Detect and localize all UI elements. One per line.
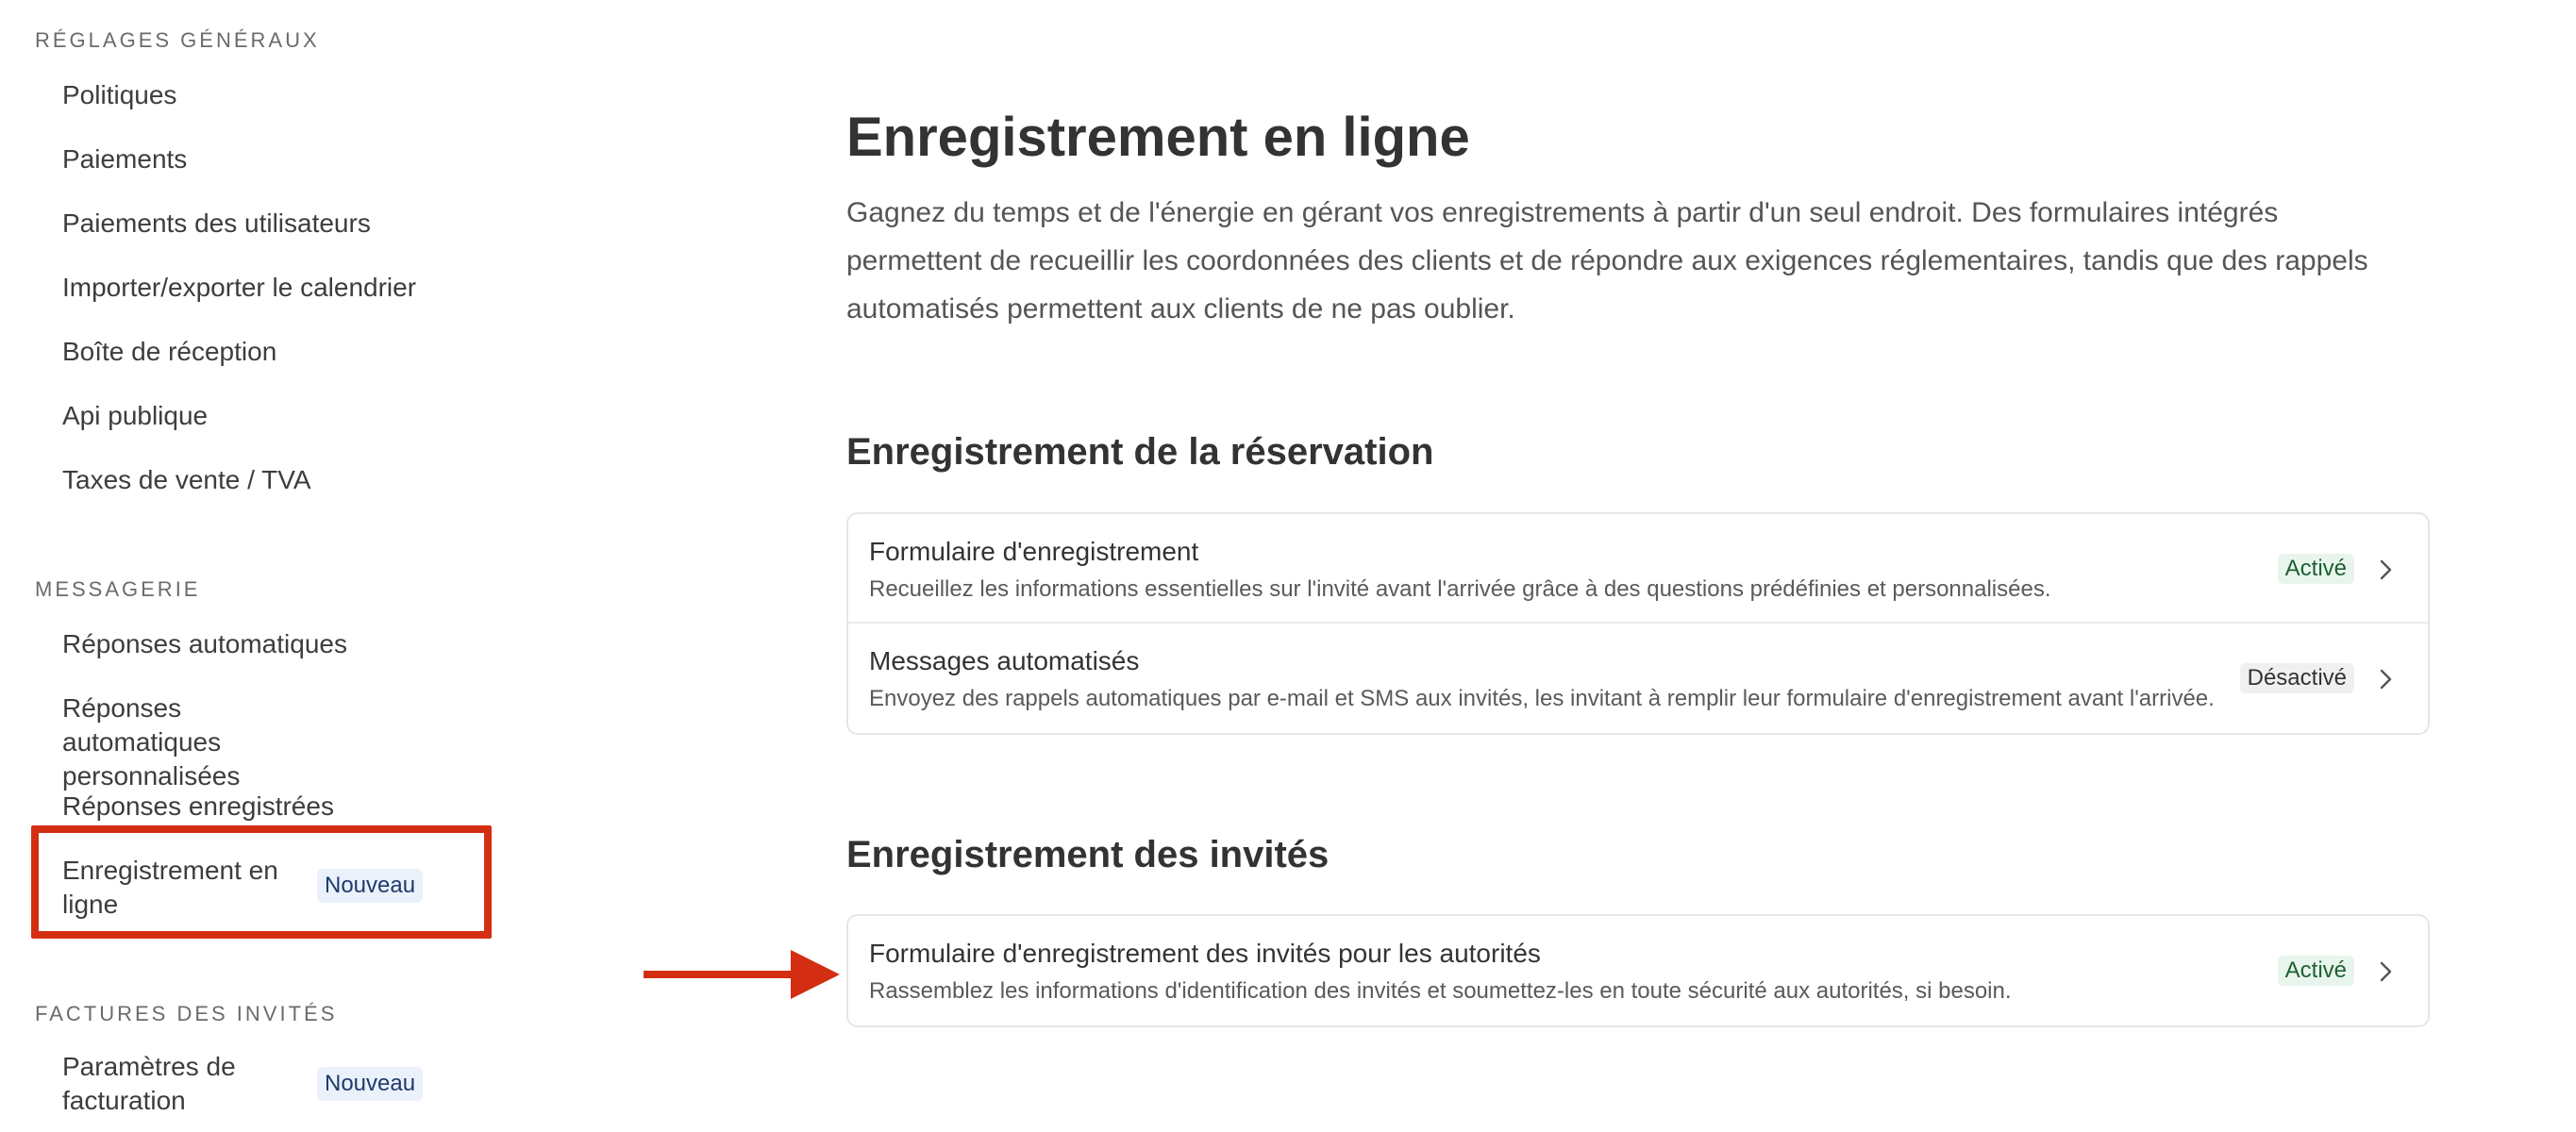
settings-sidebar <box>0 0 528 1132</box>
sidebar-item-saved-replies[interactable]: Réponses enregistrées <box>62 791 334 821</box>
reservation-settings-card <box>846 512 2430 735</box>
setting-row-checkin-form[interactable] <box>848 514 2428 624</box>
sidebar-item-sales-tax[interactable]: Taxes de vente / TVA <box>62 465 311 494</box>
section-title-reservation: Enregistrement de la réservation <box>846 431 1434 473</box>
page-title: Enregistrement en ligne <box>846 107 1470 168</box>
chevron-right-icon <box>2375 667 2396 691</box>
sidebar-item-user-payments[interactable]: Paiements des utilisateurs <box>62 208 371 238</box>
sidebar-item-policies[interactable]: Politiques <box>62 80 177 109</box>
chevron-right-icon <box>2375 558 2396 582</box>
setting-row-automated-messages[interactable] <box>848 624 2428 733</box>
page-description: Gagnez du temps et de l'énergie en gérant vos enregistrements à partir d'un seul endroit. Des formulaires intégrés permettent de recueillir les coordonnées des clients et de répondre aux exigences réglementaires, tandis que des rappels automatisés permettent aux clients de ne pas oublier. <box>846 197 2368 325</box>
status-badge: Désactivé <box>2240 663 2354 693</box>
sidebar-item-custom-auto-replies[interactable]: Réponses automatiques personnalisées <box>62 693 241 791</box>
setting-row-title: Formulaire d'enregistrement des invités pour les autorités <box>869 939 1541 968</box>
section-title-guests: Enregistrement des invités <box>846 834 1330 875</box>
sidebar-item-auto-replies[interactable]: Réponses automatiques <box>62 629 347 658</box>
sidebar-item-payments[interactable]: Paiements <box>62 144 188 174</box>
guest-registration-card <box>846 914 2430 1027</box>
status-badge: Activé <box>2278 956 2354 986</box>
setting-row-description: Rassemblez les informations d'identification des invités et soumettez-les en toute sécurité aux autorités, si besoin. <box>869 978 2012 1004</box>
sidebar-item-billing-settings[interactable]: Paramètres de facturation <box>62 1052 236 1115</box>
setting-row-description: Envoyez des rappels automatiques par e-mail et SMS aux invités, les invitant à remplir leur formulaire d'enregistrement avant l'arrivée. <box>869 686 2215 711</box>
sidebar-item-calendar-import-export[interactable]: Importer/exporter le calendrier <box>62 273 417 302</box>
setting-row-authorities-form[interactable] <box>848 916 2428 1025</box>
new-badge: Nouveau <box>317 1067 423 1101</box>
new-badge: Nouveau <box>317 869 423 903</box>
setting-row-title: Formulaire d'enregistrement <box>869 537 1199 566</box>
setting-row-title: Messages automatisés <box>869 646 1140 675</box>
chevron-right-icon <box>2375 959 2396 984</box>
section-heading-general: RÉGLAGES GÉNÉRAUX <box>35 28 320 52</box>
sidebar-item-inbox[interactable]: Boîte de réception <box>62 337 277 366</box>
section-heading-messaging: MESSAGERIE <box>35 577 201 601</box>
status-badge: Activé <box>2278 554 2354 584</box>
sidebar-item-online-checkin[interactable]: Enregistrement en ligne <box>62 856 278 919</box>
pointer-arrow-shaft <box>644 971 795 978</box>
section-heading-guest-invoices: FACTURES DES INVITÉS <box>35 1002 338 1025</box>
setting-row-description: Recueillez les informations essentielles sur l'invité avant l'arrivée grâce à des questions prédéfinies et personnalisées. <box>869 576 2051 602</box>
sidebar-item-public-api[interactable]: Api publique <box>62 401 209 430</box>
pointer-arrow-head <box>791 950 840 999</box>
